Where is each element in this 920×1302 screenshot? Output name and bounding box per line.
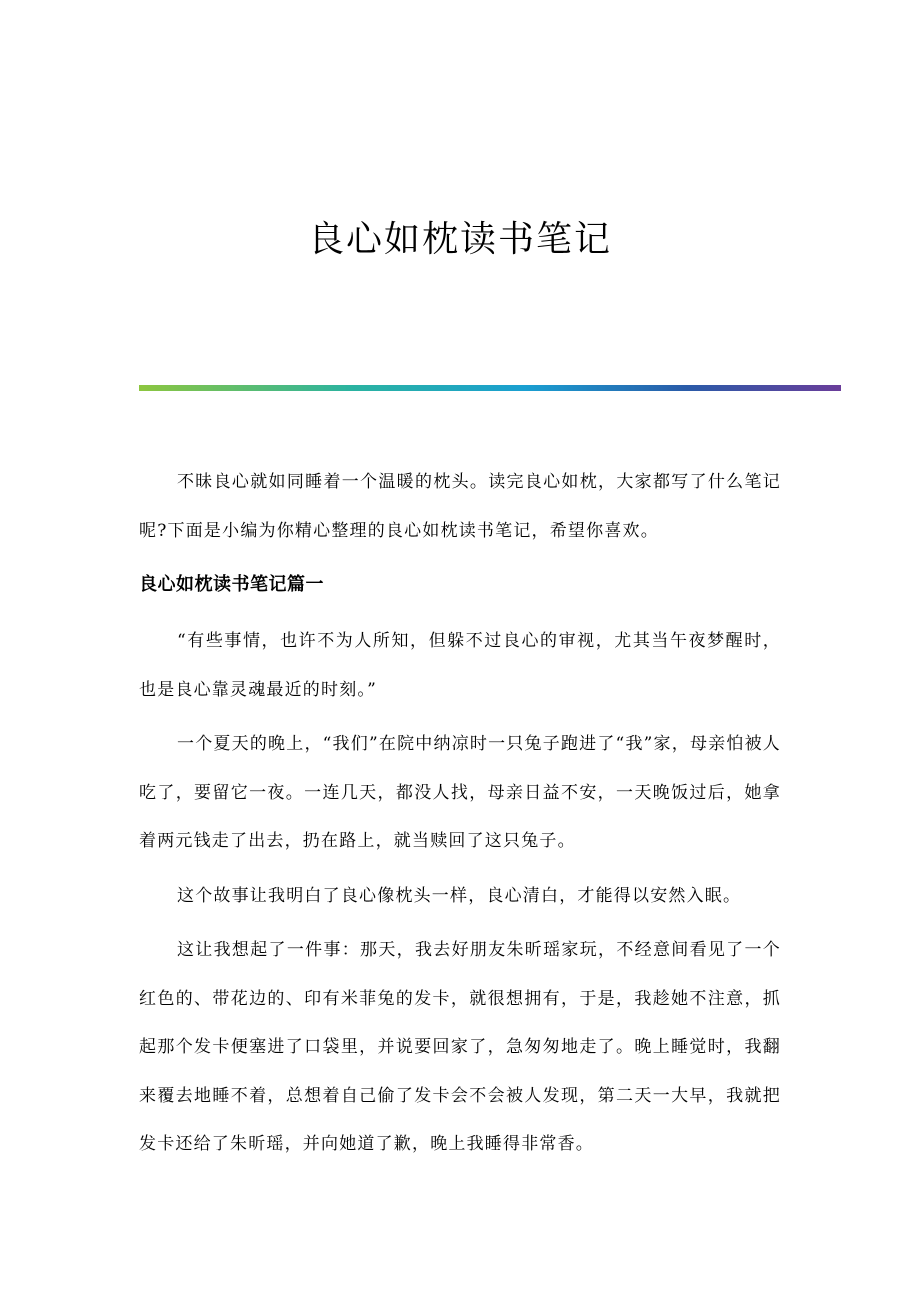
section-heading: 良心如枕读书笔记篇一 xyxy=(139,574,324,595)
body-paragraph-story: 一个夏天的晚上，“我们”在院中纳凉时一只兔子跑进了“我”家，母亲怕被人吃了，要留它一夜。一连几天，都没人找，母亲日益不安，一天晚饭过后，她拿着两元钱走了出去，扔在路上，就当赎回了这只兔子。 xyxy=(139,734,781,851)
body-paragraph-personal: 这让我想起了一件事：那天，我去好朋友朱昕瑶家玩，不经意间看见了一个红色的、带花边的、印有米菲兔的发卡，就很想拥有，于是，我趁她不注意，抓起那个发卡便塞进了口袋里，并说要回家了，急匆匆地走了。晚上睡觉时，我翻来覆去地睡不着，总想着自己偷了发卡会不会被人发现，第二天一大早，我就把发卡还给了朱昕瑶，并向她道了歉，晚上我睡得非常香。 xyxy=(139,940,781,1154)
document-title: 良心如枕读书笔记 xyxy=(307,219,612,260)
document-body xyxy=(139,458,781,1175)
body-paragraph-quote: “有些事情，也许不为人所知，但躲不过良心的审视，尤其当午夜梦醒时，也是良心靠灵魂最近的时刻。” xyxy=(139,631,781,700)
body-paragraph-lesson: 这个故事让我明白了良心像枕头一样，良心清白，才能得以安然入眠。 xyxy=(177,885,742,906)
intro-paragraph: 不昧良心就如同睡着一个温暖的枕头。读完良心如枕，大家都写了什么笔记呢?下面是小编为你精心整理的良心如枕读书笔记，希望你喜欢。 xyxy=(139,472,781,541)
title-divider xyxy=(139,385,841,391)
